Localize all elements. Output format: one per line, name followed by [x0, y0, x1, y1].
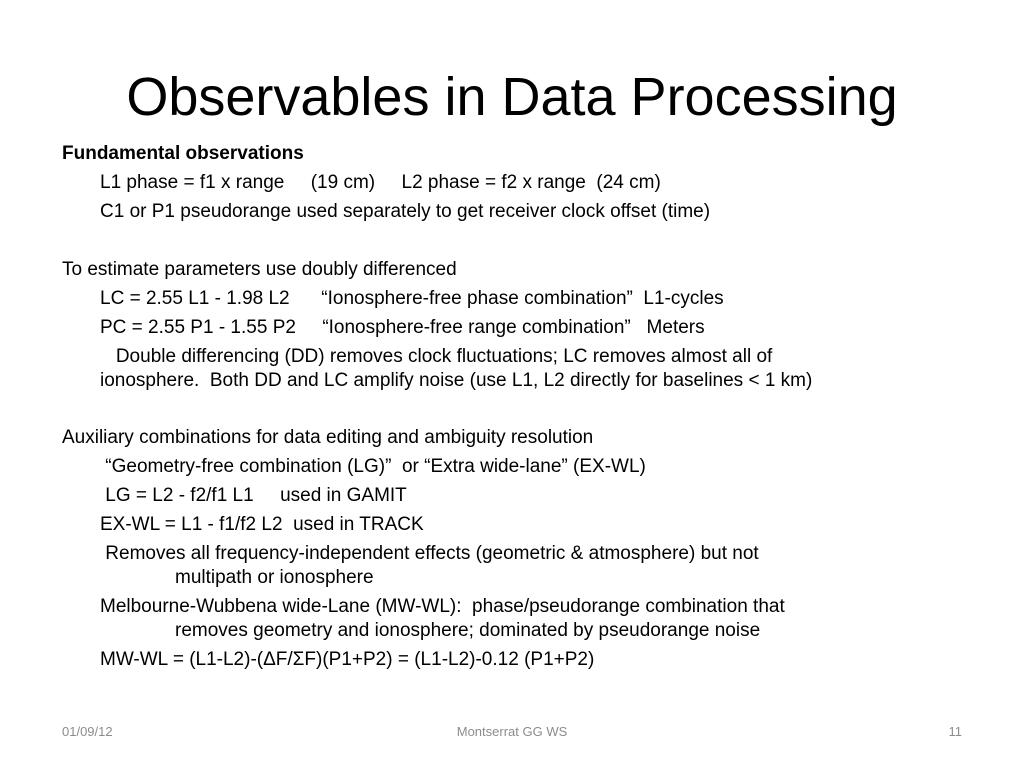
body-line: “Geometry-free combination (LG)” or “Extra wide-lane” (EX-WL)	[100, 456, 646, 477]
body-line-continuation: multipath or ionosphere	[175, 567, 374, 588]
body-line: L1 phase = f1 x range (19 cm) L2 phase = f2 x range (24 cm)	[100, 172, 661, 193]
body-line: ionosphere. Both DD and LC amplify noise (use L1, L2 directly for baselines < 1 km)	[100, 370, 813, 391]
body-line: PC = 2.55 P1 - 1.55 P2 “Ionosphere-free range combination” Meters	[100, 317, 705, 338]
heading-auxiliary-combinations: Auxiliary combinations for data editing and ambiguity resolution	[62, 427, 594, 448]
body-line: Removes all frequency-independent effects (geometric & atmosphere) but not	[100, 543, 759, 564]
body-line: LG = L2 - f2/f1 L1 used in GAMIT	[100, 485, 407, 506]
footer-event: Montserrat GG WS	[456, 724, 568, 739]
heading-doubly-differenced: To estimate parameters use doubly differenced	[62, 259, 457, 280]
body-line: MW-WL = (L1-L2)-(ΔF/ΣF)(P1+P2) = (L1-L2)-0.12 (P1+P2)	[100, 649, 595, 670]
body-line: Double differencing (DD) removes clock fluctuations; LC removes almost all of	[100, 346, 773, 367]
heading-fundamental-observations: Fundamental observations	[62, 143, 304, 164]
body-line-continuation: removes geometry and ionosphere; dominated by pseudorange noise	[175, 620, 761, 641]
body-line: EX-WL = L1 - f1/f2 L2 used in TRACK	[100, 514, 424, 535]
slide-title: Observables in Data Processing	[126, 67, 898, 127]
body-line: C1 or P1 pseudorange used separately to get receiver clock offset (time)	[100, 201, 711, 222]
body-line: LC = 2.55 L1 - 1.98 L2 “Ionosphere-free phase combination” L1-cycles	[100, 288, 724, 309]
footer-page-number: 11	[948, 724, 962, 739]
body-line: Melbourne-Wubbena wide-Lane (MW-WL): phase/pseudorange combination that	[100, 596, 785, 617]
footer-date: 01/09/12	[62, 724, 113, 739]
